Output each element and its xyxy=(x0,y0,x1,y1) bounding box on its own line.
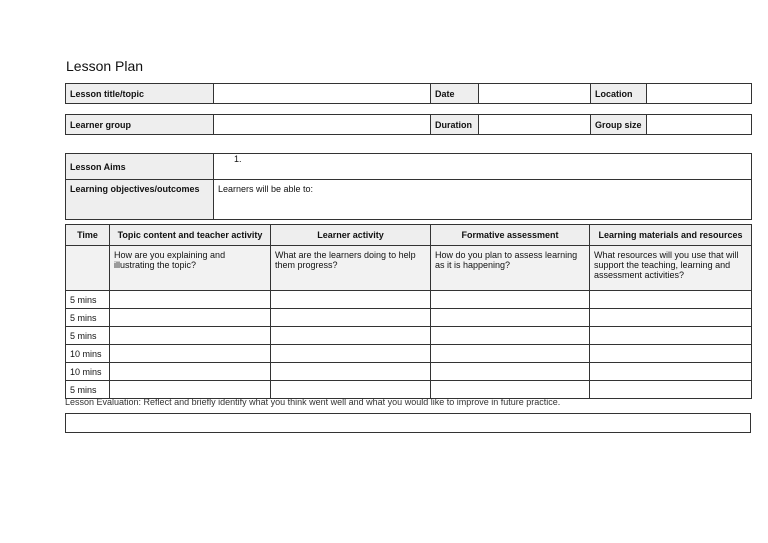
cell-formative-assessment[interactable] xyxy=(431,327,590,345)
cell-topic-content[interactable] xyxy=(110,381,271,399)
date-label: Date xyxy=(431,84,479,104)
cell-materials[interactable] xyxy=(590,363,752,381)
cell-materials[interactable] xyxy=(590,309,752,327)
objectives-field[interactable]: Learners will be able to: xyxy=(214,180,752,220)
prompt-learner-activity: What are the learners doing to help them progress? xyxy=(271,246,431,291)
cell-topic-content[interactable] xyxy=(110,309,271,327)
cell-formative-assessment[interactable] xyxy=(431,363,590,381)
header-time: Time xyxy=(66,225,110,246)
lesson-info-table xyxy=(65,83,752,104)
cell-topic-content[interactable] xyxy=(110,327,271,345)
lesson-aims-label: Lesson Aims xyxy=(66,154,214,180)
prompt-materials: What resources will you use that will support the teaching, learning and assessment activities? xyxy=(590,246,752,291)
learner-info-table xyxy=(65,114,752,135)
cell-materials[interactable] xyxy=(590,381,752,399)
row-time: 5 mins xyxy=(66,291,110,309)
cell-formative-assessment[interactable] xyxy=(431,291,590,309)
prompt-topic-content: How are you explaining and illustrating the topic? xyxy=(110,246,271,291)
row-time: 5 mins xyxy=(66,327,110,345)
cell-materials[interactable] xyxy=(590,345,752,363)
table-row xyxy=(66,363,752,381)
prompt-time xyxy=(66,246,110,291)
cell-learner-activity[interactable] xyxy=(271,381,431,399)
learner-group-label: Learner group xyxy=(66,115,214,135)
row-time: 10 mins xyxy=(66,345,110,363)
row-time: 5 mins xyxy=(66,309,110,327)
plan-prompt-row xyxy=(66,246,752,291)
prompt-formative-assessment: How do you plan to assess learning as it is happening? xyxy=(431,246,590,291)
table-row xyxy=(66,345,752,363)
lesson-topic-label: Lesson title/topic xyxy=(66,84,214,104)
cell-learner-activity[interactable] xyxy=(271,291,431,309)
evaluation-field[interactable] xyxy=(65,413,751,433)
cell-learner-activity[interactable] xyxy=(271,345,431,363)
cell-learner-activity[interactable] xyxy=(271,363,431,381)
table-row xyxy=(66,327,752,345)
location-field[interactable] xyxy=(647,84,752,104)
row-time: 10 mins xyxy=(66,363,110,381)
lesson-aims-field[interactable]: 1. xyxy=(214,154,752,180)
group-size-label: Group size xyxy=(591,115,647,135)
cell-learner-activity[interactable] xyxy=(271,309,431,327)
row-time: 5 mins xyxy=(66,381,110,399)
learner-group-field[interactable] xyxy=(214,115,431,135)
cell-materials[interactable] xyxy=(590,327,752,345)
header-materials: Learning materials and resources xyxy=(590,225,752,246)
objectives-label: Learning objectives/outcomes xyxy=(66,180,214,220)
plan-header-row xyxy=(66,225,752,246)
cell-topic-content[interactable] xyxy=(110,291,271,309)
group-size-field[interactable] xyxy=(647,115,752,135)
location-label: Location xyxy=(591,84,647,104)
lesson-plan-table xyxy=(65,224,752,399)
cell-formative-assessment[interactable] xyxy=(431,345,590,363)
date-field[interactable] xyxy=(479,84,591,104)
aims-table xyxy=(65,153,752,220)
header-topic-content: Topic content and teacher activity xyxy=(110,225,271,246)
lesson-topic-field[interactable] xyxy=(214,84,431,104)
page-title: Lesson Plan xyxy=(66,58,144,74)
header-learner-activity: Learner activity xyxy=(271,225,431,246)
header-formative-assessment: Formative assessment xyxy=(431,225,590,246)
evaluation-label: Lesson Evaluation: Reflect and briefly identify what you think went well and what you would like to improve in future practice. xyxy=(65,397,561,407)
duration-label: Duration xyxy=(431,115,479,135)
table-row xyxy=(66,291,752,309)
cell-materials[interactable] xyxy=(590,291,752,309)
cell-learner-activity[interactable] xyxy=(271,327,431,345)
duration-field[interactable] xyxy=(479,115,591,135)
cell-topic-content[interactable] xyxy=(110,363,271,381)
cell-formative-assessment[interactable] xyxy=(431,309,590,327)
table-row xyxy=(66,381,752,399)
table-row xyxy=(66,309,752,327)
cell-formative-assessment[interactable] xyxy=(431,381,590,399)
cell-topic-content[interactable] xyxy=(110,345,271,363)
